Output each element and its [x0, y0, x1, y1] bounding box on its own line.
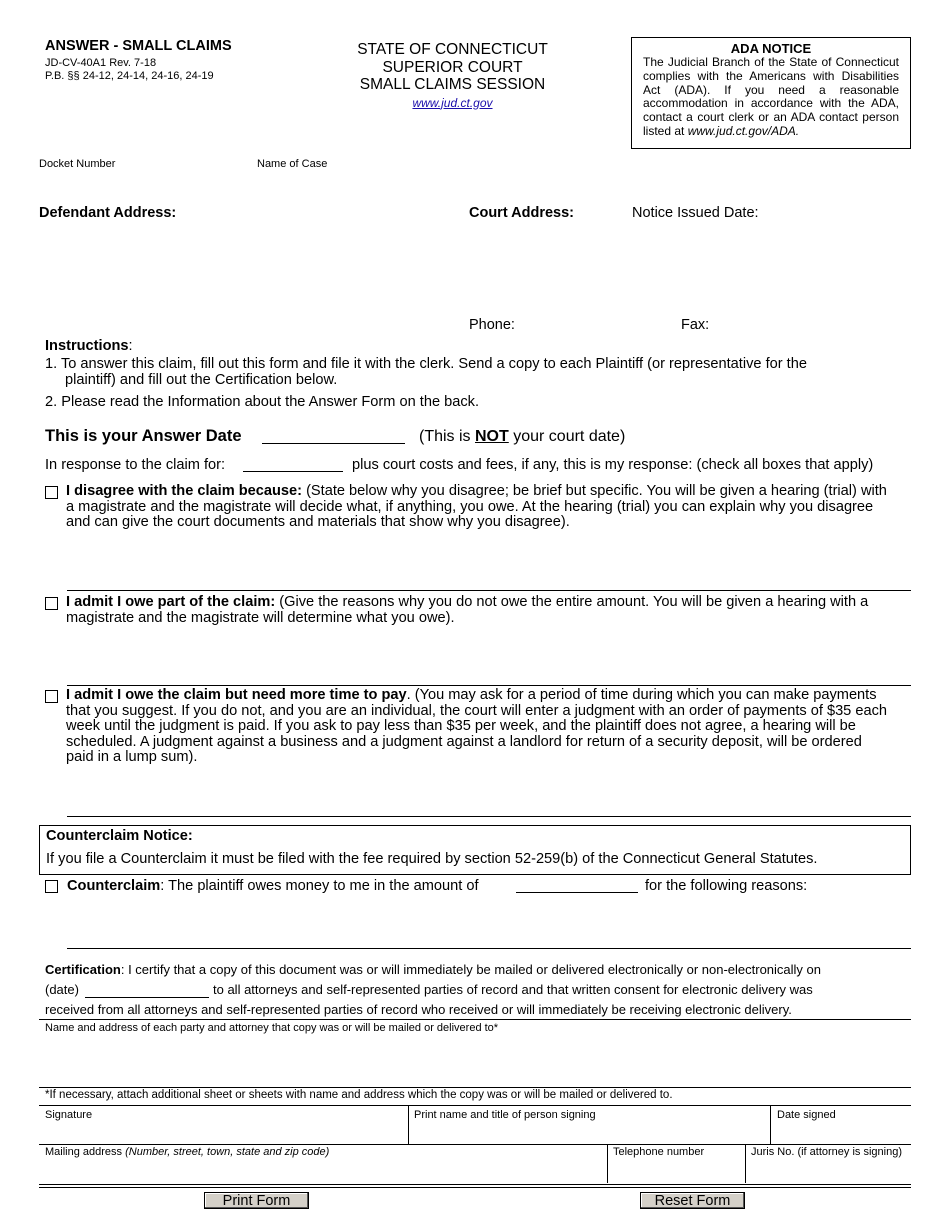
counterclaim-amount-field[interactable]: [516, 878, 638, 893]
docket-number-label: Docket Number: [39, 158, 116, 170]
attach-note-top-rule: [39, 1087, 911, 1088]
instruction-1-continued: plaintiff) and fill out the Certification below.: [65, 372, 338, 388]
disagree-paragraph: [66, 484, 891, 531]
reset-form-button[interactable]: Reset Form: [640, 1192, 745, 1209]
website-link[interactable]: www.jud.ct.gov: [412, 95, 493, 110]
ada-body: The Judicial Branch of the State of Connecticut complies with the Americans with Disabilities Act (ADA). If you need a reasonable accommodation in accordance with the ADA, contact a court clerk or an ADA contact person listed at: [643, 55, 899, 138]
more-time-bold: I admit I owe the claim but need more time to pay: [66, 687, 407, 703]
response-pre: In response to the claim for:: [45, 457, 226, 473]
more-time-checkbox[interactable]: [45, 690, 58, 703]
form-number: JD-CV-40A1 Rev. 7-18: [45, 57, 157, 69]
note-not: NOT: [475, 428, 509, 445]
telephone-label: Telephone number: [613, 1146, 705, 1158]
court-address-label: Court Address:: [469, 205, 574, 221]
ada-text: [643, 56, 899, 139]
court-line-session: SMALL CLAIMS SESSION: [359, 76, 546, 93]
counterclaim-notice-text: If you file a Counterclaim it must be filed with the fee required by section 52-259(b) of the Connecticut General Statutes.: [46, 851, 818, 867]
juris-number-label: Juris No. (if attorney is signing): [751, 1146, 902, 1158]
phone-label: Phone:: [469, 317, 515, 333]
certification-bold: Certification: [45, 962, 121, 977]
ada-title: ADA NOTICE: [730, 41, 812, 56]
attach-note: *If necessary, attach additional sheet or sheets with name and address which the copy was or will be mailed or delivered to.: [45, 1089, 673, 1101]
counterclaim-pre-text: : The plaintiff owes money to me in the amount of: [160, 878, 479, 894]
ada-notice-box: [631, 37, 911, 149]
bottom-rule-2: [39, 1187, 911, 1188]
court-heading: [340, 41, 565, 112]
certification-line3: received from all attorneys and self-represented parties of record who received or will immediately be receiving electronic delivery.: [45, 1002, 792, 1017]
more-time-text: . (You may ask for a period of time during which you can make payments that you suggest. If you do not, and you are an individual, the court will enter a judgment with an order of payments of $35 each week until the judgment is paid. If you ask to pay less than $35 per week, and the plaintiff does not agree, a hearing will be scheduled. A judgment against a business and a judgment against a landlord for return of a security deposit, will be ordered paid in a lump sum).: [66, 687, 887, 766]
more-time-paragraph: [66, 688, 891, 766]
counterclaim-pre: [67, 878, 479, 894]
answer-date-note: [419, 428, 625, 446]
names-addresses-field[interactable]: [39, 1036, 911, 1086]
certification-line1: [45, 962, 821, 977]
juris-number-field[interactable]: [745, 1145, 912, 1183]
disagree-bold: I disagree with the claim because:: [66, 483, 303, 499]
instruction-2: 2. Please read the Information about the Answer Form on the back.: [45, 394, 480, 410]
case-name-label: Name of Case: [257, 158, 328, 170]
disagree-reason-line[interactable]: [67, 590, 911, 591]
print-name-field[interactable]: [408, 1106, 771, 1144]
fax-label: Fax:: [681, 317, 710, 333]
mailing-address-label: [45, 1146, 329, 1158]
defendant-address-label: Defendant Address:: [39, 205, 177, 221]
admit-part-bold: I admit I owe part of the claim:: [66, 594, 276, 610]
instruction-1: 1. To answer this claim, fill out this form and file it with the clerk. Send a copy to each Plaintiff (or representative for the: [45, 356, 807, 372]
certification-line2: to all attorneys and self-represented parties of record and that written consent for electronic delivery was: [213, 982, 813, 997]
counterclaim-notice-title: Counterclaim Notice:: [46, 828, 193, 844]
instructions-colon: :: [128, 338, 133, 354]
print-name-label: Print name and title of person signing: [414, 1109, 596, 1121]
court-line-superior: SUPERIOR COURT: [382, 58, 523, 76]
counterclaim-post: for the following reasons:: [645, 878, 808, 894]
notice-issued-date-label: Notice Issued Date:: [632, 205, 759, 221]
more-time-reason-line[interactable]: [67, 816, 911, 817]
mailing-hint: (Number, street, town, state and zip code): [125, 1146, 330, 1158]
ada-link: www.jud.ct.gov/ADA.: [687, 123, 800, 138]
answer-date-label: This is your Answer Date: [45, 427, 242, 445]
admit-part-reason-line[interactable]: [67, 685, 911, 686]
practice-book-rules: P.B. §§ 24-12, 24-14, 24-16, 24-19: [45, 70, 214, 82]
signature-label: Signature: [45, 1109, 93, 1121]
signature-field[interactable]: [39, 1106, 408, 1144]
counterclaim-bold: Counterclaim: [67, 878, 161, 894]
certification-divider: [39, 1019, 911, 1020]
court-line-state: STATE OF CONNECTICUT: [357, 41, 548, 58]
response-post: plus court costs and fees, if any, this is my response: (check all boxes that apply): [352, 457, 874, 473]
claim-amount-field[interactable]: [243, 457, 343, 472]
disagree-checkbox[interactable]: [45, 486, 58, 499]
names-addresses-label: Name and address of each party and attorney that copy was or will be mailed or delivered to*: [45, 1022, 499, 1034]
answer-date-field[interactable]: [262, 429, 405, 444]
disagree-text: (State below why you disagree; be brief but specific. You will be given a hearing (trial) with a magistrate and the magistrate will decide what, if anything, you owe. At the hearing (trial) you can explain why you disagree and can give the court documents and materials that show why you disagree).: [66, 483, 887, 531]
print-form-button[interactable]: Print Form: [204, 1192, 309, 1209]
note-post: your court date): [508, 428, 626, 445]
counterclaim-checkbox[interactable]: [45, 880, 58, 893]
certification-line1-text: : I certify that a copy of this document was or will immediately be mailed or delivered electronically or non-electronically on: [120, 962, 821, 977]
admit-part-text: (Give the reasons why you do not owe the entire amount. You will be given a hearing with a magistrate and the magistrate will determine what you owe).: [66, 594, 869, 626]
counterclaim-notice-box: [39, 825, 911, 875]
mailing-address-field[interactable]: [39, 1145, 607, 1183]
mailing-label: Mailing address: [45, 1146, 126, 1158]
instructions-heading: [45, 338, 133, 354]
date-signed-field[interactable]: [770, 1106, 912, 1144]
admit-part-checkbox[interactable]: [45, 597, 58, 610]
counterclaim-reason-line[interactable]: [67, 948, 911, 949]
note-pre: (This is: [419, 428, 475, 445]
form-title: ANSWER - SMALL CLAIMS: [45, 38, 232, 54]
certification-date-label: (date): [45, 982, 79, 997]
telephone-field[interactable]: [607, 1145, 746, 1183]
certification-date-field[interactable]: [85, 983, 209, 998]
bottom-rule-1: [39, 1184, 911, 1185]
admit-part-paragraph: [66, 595, 891, 626]
instructions-title: Instructions: [45, 338, 129, 354]
date-signed-label: Date signed: [777, 1109, 836, 1121]
